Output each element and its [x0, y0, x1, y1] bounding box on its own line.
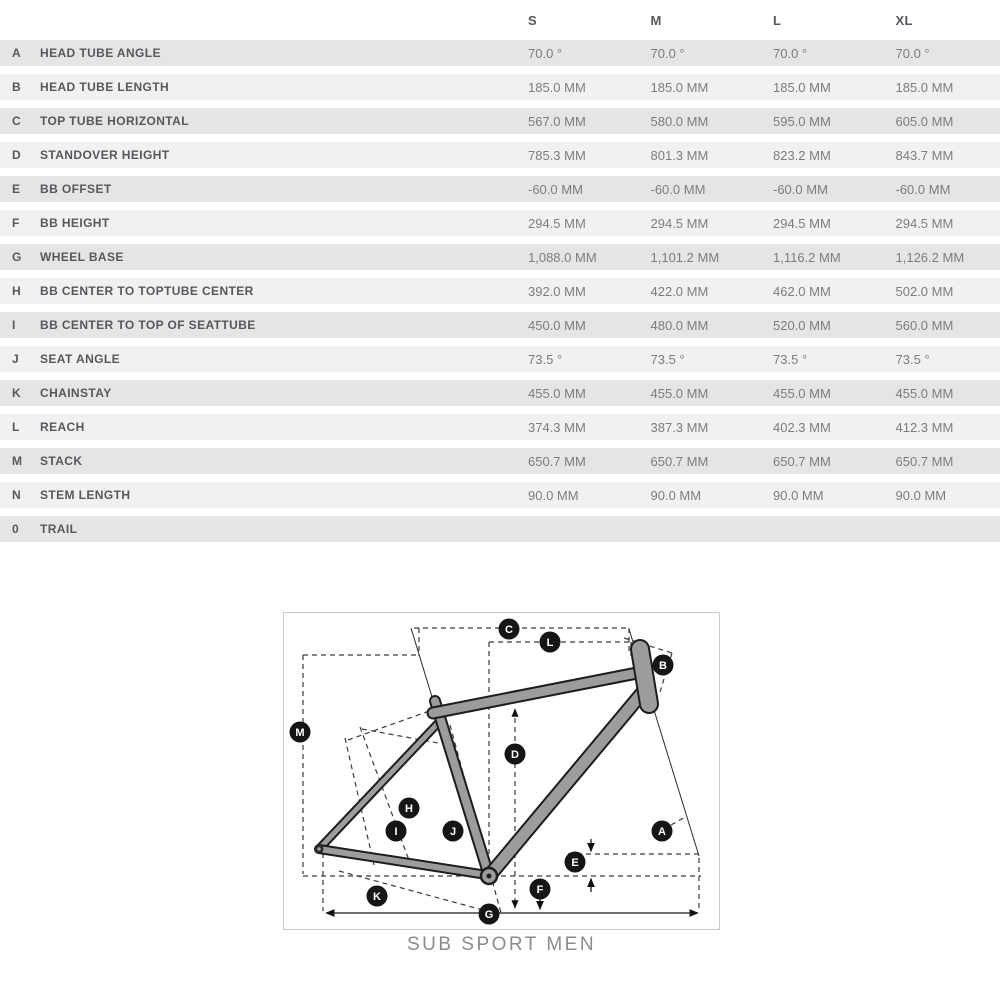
- marker-badge-H: [399, 798, 420, 819]
- row-value: 185.0 MM: [528, 79, 586, 95]
- table-row: [0, 210, 1000, 236]
- svg-text:A: A: [658, 826, 666, 838]
- row-value: 650.7 MM: [895, 453, 954, 469]
- row-label: SEAT ANGLE: [40, 352, 121, 366]
- row-label: HEAD TUBE ANGLE: [40, 46, 161, 60]
- row-key: L: [12, 420, 20, 434]
- row-label: BB OFFSET: [40, 182, 112, 196]
- row-key: E: [12, 182, 21, 196]
- table-row: [0, 448, 1000, 474]
- table-row: [0, 142, 1000, 168]
- marker-badge-E: [565, 852, 586, 873]
- row-value: 801.3 MM: [650, 147, 709, 163]
- row-value: -60.0 MM: [528, 181, 583, 197]
- column-header: S: [528, 12, 537, 28]
- table-row: [0, 414, 1000, 440]
- marker-badge-B: [653, 655, 674, 676]
- row-value: 823.2 MM: [773, 147, 831, 163]
- row-value: 455.0 MM: [773, 385, 831, 401]
- row-key: C: [12, 114, 21, 128]
- svg-text:K: K: [373, 891, 381, 903]
- row-label: STACK: [40, 454, 83, 468]
- table-row: [0, 346, 1000, 372]
- table-row: [0, 108, 1000, 134]
- row-value: 422.0 MM: [650, 283, 709, 299]
- svg-text:I: I: [394, 826, 398, 838]
- row-value: 455.0 MM: [895, 385, 954, 401]
- row-value: 73.5 °: [650, 351, 685, 367]
- row-value: 392.0 MM: [528, 283, 586, 299]
- marker-badge-F: [530, 879, 551, 900]
- row-key: M: [12, 454, 22, 468]
- table-row: [0, 40, 1000, 66]
- svg-text:B: B: [659, 660, 667, 672]
- row-value: 185.0 MM: [773, 79, 831, 95]
- row-value: 402.3 MM: [773, 419, 831, 435]
- row-value: 455.0 MM: [528, 385, 586, 401]
- svg-text:G: G: [484, 909, 494, 921]
- svg-text:D: D: [511, 749, 519, 761]
- row-value: 70.0 °: [528, 45, 563, 61]
- row-key: K: [12, 386, 21, 400]
- frame-geometry-diagram: [283, 612, 720, 930]
- row-label: BB CENTER TO TOP OF SEATTUBE: [40, 318, 256, 332]
- row-value: 412.3 MM: [895, 419, 954, 435]
- svg-text:L: L: [546, 637, 554, 649]
- svg-text:F: F: [536, 884, 544, 896]
- marker-badge-C: [499, 619, 520, 640]
- row-value: -60.0 MM: [895, 181, 951, 197]
- table-row: [0, 278, 1000, 304]
- row-value: 567.0 MM: [528, 113, 586, 129]
- row-value: 70.0 °: [895, 45, 930, 61]
- row-value: 73.5 °: [528, 351, 563, 367]
- row-value: 294.5 MM: [895, 215, 954, 231]
- svg-text:C: C: [505, 624, 513, 636]
- marker-badge-M: [290, 722, 311, 743]
- row-value: 374.3 MM: [528, 419, 586, 435]
- table-row: [0, 176, 1000, 202]
- row-value: 560.0 MM: [895, 317, 954, 333]
- row-value: 580.0 MM: [650, 113, 709, 129]
- row-value: 1,088.0 MM: [528, 249, 597, 265]
- row-value: 73.5 °: [895, 351, 930, 367]
- row-label: STANDOVER HEIGHT: [40, 148, 170, 162]
- marker-badge-D: [505, 744, 526, 765]
- row-label: STEM LENGTH: [40, 488, 131, 502]
- row-value: -60.0 MM: [773, 181, 828, 197]
- row-value: 294.5 MM: [650, 215, 709, 231]
- row-label: BB HEIGHT: [40, 216, 110, 230]
- row-value: 90.0 MM: [650, 487, 702, 503]
- row-value: 785.3 MM: [528, 147, 586, 163]
- size-column-headers: [0, 0, 1000, 40]
- diagram-caption: SUB SPORT MEN: [406, 934, 597, 955]
- row-value: 650.7 MM: [528, 453, 586, 469]
- column-header: XL: [895, 12, 913, 28]
- row-key: A: [12, 46, 21, 60]
- row-value: 294.5 MM: [528, 215, 586, 231]
- row-value: 650.7 MM: [650, 453, 709, 469]
- column-header: L: [773, 12, 782, 28]
- row-label: BB CENTER TO TOPTUBE CENTER: [40, 284, 254, 298]
- row-key: J: [12, 352, 19, 366]
- row-value: 462.0 MM: [773, 283, 831, 299]
- row-key: D: [12, 148, 21, 162]
- row-label: WHEEL BASE: [40, 250, 124, 264]
- row-key: 0: [12, 522, 19, 536]
- row-value: 1,116.2 MM: [773, 249, 841, 265]
- row-label: REACH: [40, 420, 85, 434]
- row-value: 455.0 MM: [650, 385, 709, 401]
- row-value: 1,126.2 MM: [895, 249, 965, 265]
- table-row: [0, 380, 1000, 406]
- table-row: [0, 244, 1000, 270]
- table-row: [0, 516, 1000, 542]
- marker-badge-J: [443, 821, 464, 842]
- table-row: [0, 482, 1000, 508]
- marker-badge-G: [479, 904, 500, 925]
- row-key: I: [12, 318, 16, 332]
- row-label: HEAD TUBE LENGTH: [40, 80, 170, 94]
- bike-frame: [315, 649, 650, 884]
- svg-text:H: H: [405, 803, 413, 815]
- row-value: 595.0 MM: [773, 113, 831, 129]
- row-label: TOP TUBE HORIZONTAL: [40, 114, 189, 128]
- row-value: 185.0 MM: [650, 79, 709, 95]
- row-key: G: [12, 250, 22, 264]
- marker-badge-I: [386, 821, 407, 842]
- row-value: 73.5 °: [773, 351, 808, 367]
- row-value: 387.3 MM: [650, 419, 709, 435]
- row-value: 605.0 MM: [895, 113, 954, 129]
- row-key: B: [12, 80, 21, 94]
- row-label: TRAIL: [40, 522, 78, 536]
- row-label: CHAINSTAY: [40, 386, 112, 400]
- table-row: [0, 312, 1000, 338]
- row-key: N: [12, 488, 21, 502]
- row-value: 450.0 MM: [528, 317, 586, 333]
- frame-illustration: [284, 613, 719, 929]
- row-key: F: [12, 216, 20, 230]
- row-value: 70.0 °: [773, 45, 808, 61]
- table-row: [0, 74, 1000, 100]
- svg-text:J: J: [449, 826, 457, 838]
- row-value: 650.7 MM: [773, 453, 831, 469]
- row-value: 480.0 MM: [650, 317, 709, 333]
- geometry-rows: [0, 40, 1000, 542]
- svg-text:M: M: [295, 727, 305, 739]
- row-value: 90.0 MM: [773, 487, 824, 503]
- row-value: 843.7 MM: [895, 147, 954, 163]
- row-value: 90.0 MM: [528, 487, 579, 503]
- marker-badge-L: [540, 632, 561, 653]
- svg-text:E: E: [571, 857, 579, 869]
- row-value: 294.5 MM: [773, 215, 831, 231]
- marker-badge-A: [652, 821, 673, 842]
- row-value: 90.0 MM: [895, 487, 947, 503]
- row-value: 502.0 MM: [895, 283, 954, 299]
- row-value: -60.0 MM: [650, 181, 706, 197]
- column-header: M: [650, 12, 662, 28]
- row-value: 520.0 MM: [773, 317, 831, 333]
- row-value: 1,101.2 MM: [650, 249, 720, 265]
- marker-badge-K: [367, 886, 388, 907]
- row-key: H: [12, 284, 21, 298]
- row-value: 185.0 MM: [895, 79, 954, 95]
- row-value: 70.0 °: [650, 45, 685, 61]
